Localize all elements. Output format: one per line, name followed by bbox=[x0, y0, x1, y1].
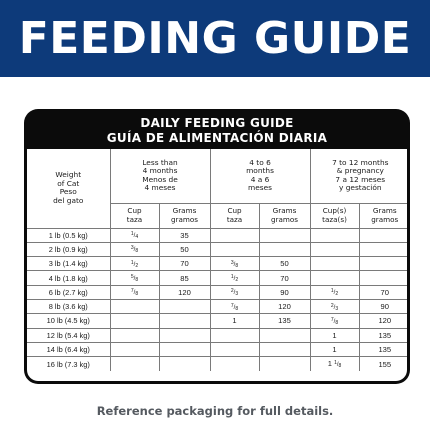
age-group-line: Less than bbox=[142, 157, 178, 167]
cup-cell: 1 $^1/_8$ bbox=[310, 357, 359, 371]
grams-cell: 135 bbox=[359, 342, 407, 356]
cup-cell: 1 bbox=[310, 328, 359, 342]
grams-cell bbox=[259, 242, 310, 256]
cup-cell: $^1/_2$ bbox=[310, 285, 359, 299]
grams-cell: 85 bbox=[159, 271, 210, 285]
grams-cell: 90 bbox=[359, 299, 407, 313]
grams-cell: 70 bbox=[359, 285, 407, 299]
unit-header bbox=[110, 203, 159, 228]
grams-cell: 50 bbox=[259, 257, 310, 271]
cup-cell bbox=[210, 328, 259, 342]
age-group-header bbox=[310, 149, 407, 203]
grams-cell: 35 bbox=[159, 228, 210, 242]
cup-cell: 1 bbox=[310, 342, 359, 356]
age-group-line: Menos de bbox=[142, 174, 178, 184]
unit-header bbox=[259, 203, 310, 228]
card-title-english: DAILY FEEDING GUIDE bbox=[140, 115, 294, 130]
table-row bbox=[27, 299, 407, 313]
unit-line: taza bbox=[226, 214, 243, 224]
age-group-line: & pregnancy bbox=[336, 166, 384, 176]
cup-cell bbox=[210, 357, 259, 371]
grams-cell bbox=[159, 328, 210, 342]
weight-cell: 14 lb (6.4 kg) bbox=[27, 342, 110, 356]
cup-cell: $^1/_4$ bbox=[110, 228, 159, 242]
unit-line: Cup bbox=[127, 206, 142, 216]
cup-cell bbox=[210, 242, 259, 256]
weight-header-line: Peso bbox=[59, 187, 77, 197]
card-body bbox=[27, 149, 407, 381]
unit-line: gramos bbox=[170, 214, 199, 224]
grams-cell: 70 bbox=[259, 271, 310, 285]
age-group-header-row bbox=[27, 149, 407, 203]
footer-note: Reference packaging for full details. bbox=[96, 404, 334, 418]
grams-cell: 120 bbox=[359, 314, 407, 328]
unit-line: taza(s) bbox=[322, 214, 347, 224]
table-row bbox=[27, 228, 407, 242]
cup-cell: $^3/_8$ bbox=[210, 257, 259, 271]
weight-cell: 6 lb (2.7 kg) bbox=[27, 285, 110, 299]
age-group-line: 7 to 12 months bbox=[332, 157, 389, 167]
grams-cell bbox=[359, 257, 407, 271]
unit-header bbox=[310, 203, 359, 228]
age-group-line: meses bbox=[248, 183, 273, 193]
weight-header-line: of Cat bbox=[57, 178, 80, 188]
cup-cell: $^1/_2$ bbox=[210, 271, 259, 285]
table-row bbox=[27, 342, 407, 356]
cup-cell bbox=[110, 314, 159, 328]
grams-cell: 50 bbox=[159, 242, 210, 256]
unit-header bbox=[359, 203, 407, 228]
grams-cell bbox=[359, 242, 407, 256]
grams-cell bbox=[259, 328, 310, 342]
cup-cell: $^7/_8$ bbox=[210, 299, 259, 313]
weight-header-line: del gato bbox=[53, 195, 84, 205]
age-group-line: 4 meses bbox=[144, 183, 176, 193]
cup-cell: 1 bbox=[210, 314, 259, 328]
unit-header bbox=[159, 203, 210, 228]
grams-cell: 120 bbox=[259, 299, 310, 313]
cup-cell bbox=[110, 299, 159, 313]
table-row bbox=[27, 314, 407, 328]
grams-cell: 155 bbox=[359, 357, 407, 371]
unit-header bbox=[210, 203, 259, 228]
grams-cell bbox=[259, 228, 310, 242]
grams-cell bbox=[359, 271, 407, 285]
weight-column-header bbox=[27, 149, 110, 228]
grams-cell bbox=[159, 342, 210, 356]
weight-cell: 1 lb (0.5 kg) bbox=[27, 228, 110, 242]
unit-line: gramos bbox=[371, 214, 399, 224]
grams-cell bbox=[259, 357, 310, 371]
cup-cell: $^1/_2$ bbox=[110, 257, 159, 271]
age-group-line: 4 a 6 bbox=[250, 174, 270, 184]
unit-line: Grams bbox=[272, 206, 297, 216]
unit-line: Grams bbox=[372, 206, 397, 216]
unit-line: Cup(s) bbox=[322, 206, 347, 216]
weight-cell: 2 lb (0.9 kg) bbox=[27, 242, 110, 256]
cup-cell bbox=[310, 271, 359, 285]
age-group-line: y gestación bbox=[338, 183, 382, 193]
cup-cell: $^5/_8$ bbox=[110, 271, 159, 285]
weight-cell: 12 lb (5.4 kg) bbox=[27, 328, 110, 342]
cup-cell bbox=[110, 328, 159, 342]
card-header bbox=[27, 112, 407, 149]
table-row bbox=[27, 257, 407, 271]
age-group-line: 4 to 6 bbox=[249, 157, 271, 167]
weight-cell: 10 lb (4.5 kg) bbox=[27, 314, 110, 328]
table-row bbox=[27, 357, 407, 371]
banner-title: FEEDING GUIDE bbox=[18, 12, 412, 64]
grams-cell: 70 bbox=[159, 257, 210, 271]
table-row bbox=[27, 242, 407, 256]
table-row bbox=[27, 285, 407, 299]
cup-cell bbox=[110, 357, 159, 371]
unit-line: Grams bbox=[172, 206, 197, 216]
grams-cell bbox=[159, 299, 210, 313]
cup-cell: $^7/_8$ bbox=[310, 314, 359, 328]
weight-cell: 16 lb (7.3 kg) bbox=[27, 357, 110, 371]
grams-cell bbox=[259, 342, 310, 356]
age-group-header bbox=[110, 149, 210, 203]
unit-line: Cup bbox=[227, 206, 242, 216]
cup-cell bbox=[310, 242, 359, 256]
age-group-header bbox=[210, 149, 310, 203]
cup-cell: $^7/_8$ bbox=[110, 285, 159, 299]
cup-cell: $^3/_8$ bbox=[110, 242, 159, 256]
unit-line: gramos bbox=[270, 214, 299, 224]
weight-cell: 4 lb (1.8 kg) bbox=[27, 271, 110, 285]
grams-cell: 90 bbox=[259, 285, 310, 299]
weight-header-line: Weight bbox=[55, 170, 82, 180]
unit-line: taza bbox=[126, 214, 143, 224]
cup-cell bbox=[110, 342, 159, 356]
feeding-guide-card bbox=[24, 109, 410, 384]
weight-cell: 8 lb (3.6 kg) bbox=[27, 299, 110, 313]
card-title-spanish: GUÍA DE ALIMENTACIÓN DIARIA bbox=[106, 130, 328, 145]
cup-cell: $^2/_3$ bbox=[310, 299, 359, 313]
cup-cell bbox=[310, 257, 359, 271]
weight-cell: 3 lb (1.4 kg) bbox=[27, 257, 110, 271]
feeding-guide-banner bbox=[0, 0, 430, 77]
grams-cell bbox=[159, 357, 210, 371]
cup-cell: $^2/_3$ bbox=[210, 285, 259, 299]
cup-cell bbox=[210, 228, 259, 242]
age-group-line: months bbox=[246, 166, 274, 176]
age-group-line: 4 months bbox=[142, 166, 178, 176]
table-row bbox=[27, 328, 407, 342]
table-row bbox=[27, 271, 407, 285]
grams-cell bbox=[159, 314, 210, 328]
grams-cell: 120 bbox=[159, 285, 210, 299]
grams-cell bbox=[359, 228, 407, 242]
grams-cell: 135 bbox=[359, 328, 407, 342]
feeding-table bbox=[27, 149, 407, 371]
cup-cell bbox=[310, 228, 359, 242]
grams-cell: 135 bbox=[259, 314, 310, 328]
age-group-line: 7 a 12 meses bbox=[335, 174, 386, 184]
cup-cell bbox=[210, 342, 259, 356]
